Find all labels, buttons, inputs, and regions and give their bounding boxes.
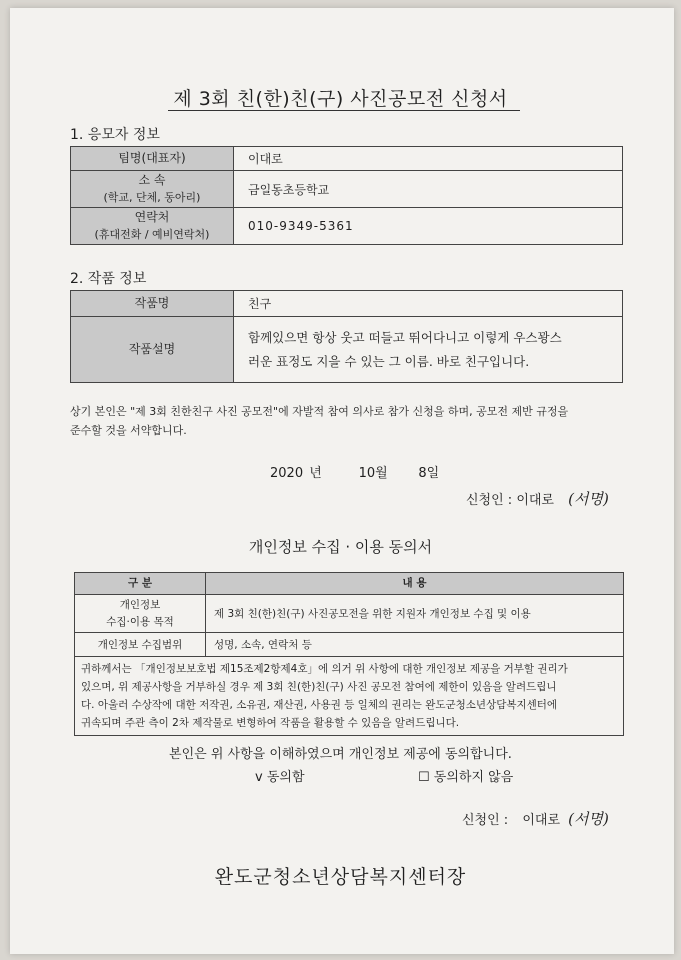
applicant-label: 신청인 : <box>462 813 509 828</box>
applicant-name: 이대로 <box>522 813 561 828</box>
affiliation-label <box>71 171 234 208</box>
application-date <box>270 462 439 481</box>
table-row <box>75 633 624 657</box>
notice-line: 다. 아울러 수상작에 대한 저작권, 소유권, 재산권, 사용권 등 일체의 권리는 완도군청소년상담복지센터에 <box>81 699 558 711</box>
applicant-signature-line-1 <box>466 488 609 509</box>
handwritten-signature: (서명) <box>568 810 609 828</box>
handwritten-signature: (서명) <box>568 490 609 508</box>
consent-notice <box>75 657 624 736</box>
consent-header-content: 내 용 <box>206 573 624 595</box>
applicant-label: 신청인 : 이대로 <box>466 493 554 508</box>
consent-header-category: 구 분 <box>75 573 206 595</box>
work-title-value: 친구 <box>234 291 623 317</box>
purpose-label <box>75 595 206 633</box>
table-row <box>71 171 623 208</box>
pledge-line: 준수할 것을 서약합니다. <box>70 424 187 437</box>
purpose-label-line: 개인정보 <box>119 598 161 611</box>
work-info-table <box>70 290 623 383</box>
contact-value: 010-9349-5361 <box>234 208 623 245</box>
contact-label-sub: (휴대전화 / 예비연락처) <box>94 227 210 241</box>
work-description-line: 함께있으면 항상 웃고 떠들고 뛰어다니고 이렇게 우스꽝스 <box>248 329 562 345</box>
work-description-line: 러운 표정도 지을 수 있는 그 이름. 바로 친구입니다. <box>248 353 530 369</box>
affiliation-label-sub: (학교, 단체, 동아리) <box>103 190 201 204</box>
pledge-text <box>70 402 640 440</box>
table-row <box>75 595 624 633</box>
agree-checkbox[interactable]: v 동의함 <box>255 770 305 785</box>
work-description-label: 작품설명 <box>71 317 234 383</box>
table-row <box>71 291 623 317</box>
team-name-label: 팀명(대표자) <box>71 147 234 171</box>
date-day: 8일 <box>418 466 440 481</box>
notice-line: 있으며, 위 제공사항을 거부하실 경우 제 3회 친(한)친(구) 사진 공모전 참여에 제한이 있음을 알려드립니 <box>81 681 557 693</box>
team-name-value: 이대로 <box>234 147 623 171</box>
issuer-footer: 완도군청소년상담복지센터장 <box>214 866 467 888</box>
notice-line: 귀하께서는 「개인정보보호법 제15조제2항제4호」에 의거 위 사항에 대한 개인정보 제공을 거부할 권리가 <box>81 663 568 675</box>
purpose-label-line: 수집·이용 목적 <box>106 615 174 628</box>
work-description-value <box>234 317 623 383</box>
page-title: 제 3회 친(한)친(구) 사진공모전 신청서 <box>173 88 508 110</box>
scope-value: 성명, 소속, 연락처 등 <box>206 633 624 657</box>
table-row <box>75 657 624 736</box>
table-row <box>71 147 623 171</box>
date-year: 2020 년 <box>270 466 322 481</box>
consent-title: 개인정보 수집 · 이용 동의서 <box>248 538 433 556</box>
notice-line: 귀속되며 주관 측이 2차 제작물로 변형하여 작품을 활용할 수 있음을 알려드립니다. <box>81 717 460 729</box>
affiliation-value: 금일동초등학교 <box>234 171 623 208</box>
table-row <box>71 317 623 383</box>
table-row <box>71 208 623 245</box>
consent-table <box>74 572 624 736</box>
disagree-checkbox[interactable]: ☐ 동의하지 않음 <box>418 770 514 785</box>
work-title-label: 작품명 <box>71 291 234 317</box>
applicant-signature-line-2 <box>462 808 609 829</box>
purpose-value: 제 3회 친(한)친(구) 사진공모전을 위한 지원자 개인정보 수집 및 이용 <box>206 595 624 633</box>
applicant-info-table <box>70 146 623 245</box>
contact-label-main: 연락처 <box>134 210 170 225</box>
scope-label: 개인정보 수집범위 <box>75 633 206 657</box>
contact-label <box>71 208 234 245</box>
affiliation-label-main: 소 속 <box>138 173 166 188</box>
date-month: 10월 <box>358 466 388 481</box>
table-row <box>75 573 624 595</box>
section-heading-work: 2. 작품 정보 <box>70 271 147 287</box>
title-underline <box>168 110 520 111</box>
pledge-line: 상기 본인은 "제 3회 친한친구 사진 공모전"에 자발적 참여 의사로 참가 신청을 하며, 공모전 제반 규정을 <box>70 405 569 418</box>
section-heading-applicant: 1. 응모자 정보 <box>70 127 160 143</box>
agree-statement: 본인은 위 사항을 이해하였으며 개인정보 제공에 동의합니다. <box>169 747 512 762</box>
